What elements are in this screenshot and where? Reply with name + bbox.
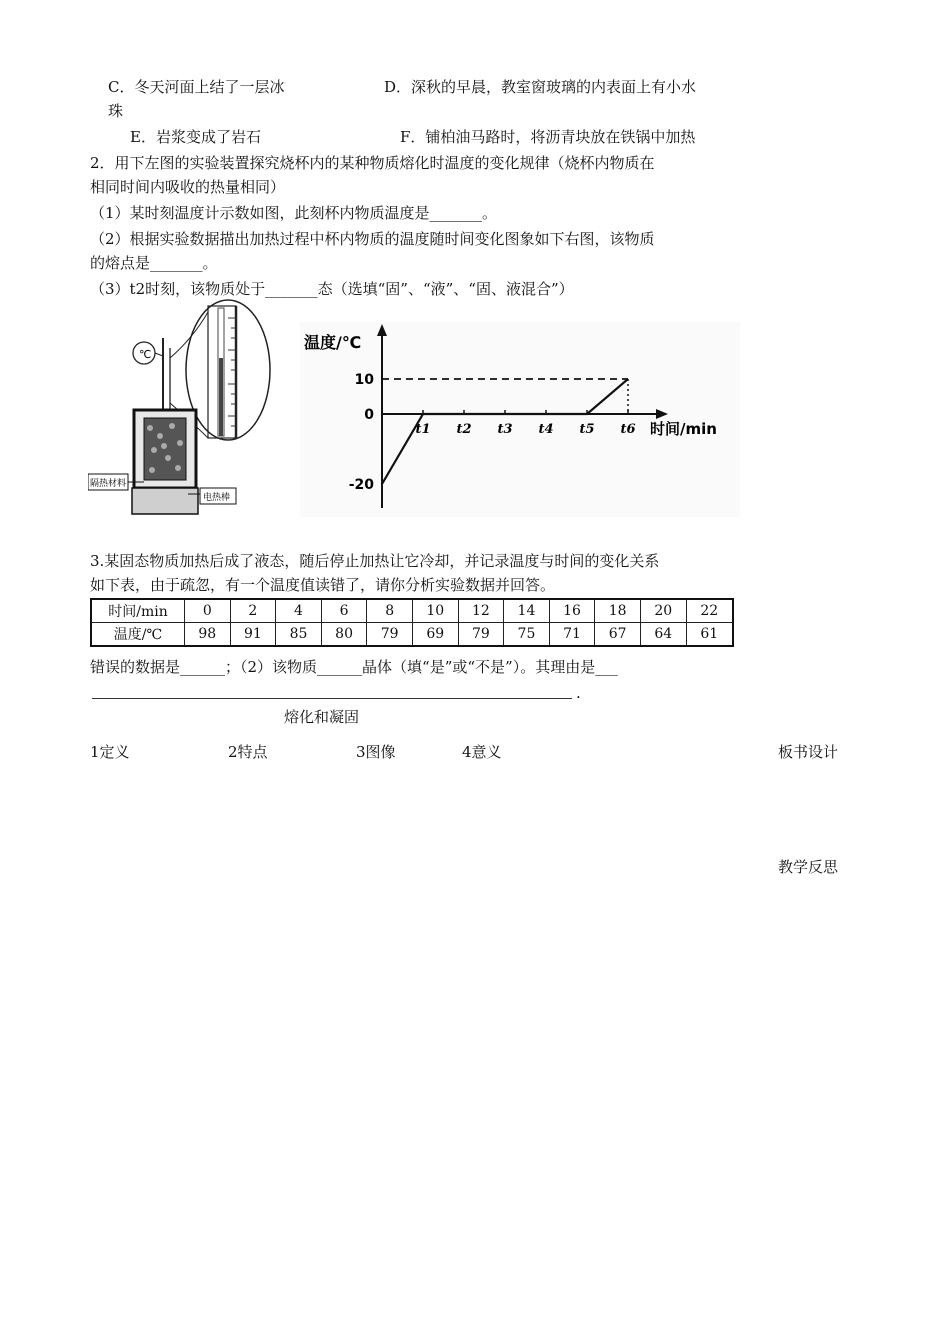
thermometer-unit: ℃ <box>139 348 152 361</box>
table-cell: 85 <box>276 623 322 647</box>
table-row-time <box>91 599 733 623</box>
board-item-graph: 3图像 <box>356 743 396 761</box>
answer-blank <box>92 698 572 699</box>
table-cell: 67 <box>595 623 641 647</box>
y-tick-label: 0 <box>364 407 374 423</box>
y-axis-label: 温度/℃ <box>304 333 362 352</box>
table-cell: 80 <box>321 623 367 647</box>
board-item-meaning: 4意义 <box>462 743 502 761</box>
option-c: C．冬天河面上结了一层冰 <box>108 78 285 96</box>
table-row-temp <box>91 623 733 647</box>
teaching-reflection-label: 教学反思 <box>778 858 839 876</box>
q2-stem-line2: 相同时间内吸收的热量相同） <box>90 178 286 196</box>
data-table <box>90 598 734 647</box>
answer-end: . <box>576 684 581 702</box>
x-tick-label: t2 <box>456 422 472 437</box>
option-d: D．深秋的早晨，教室窗玻璃的内表面上有小水 <box>384 78 697 96</box>
x-tick-label: t4 <box>538 422 554 437</box>
apparatus-figure <box>88 298 278 523</box>
table-cell: 6 <box>321 599 367 623</box>
option-d-continued: 珠 <box>108 102 124 120</box>
table-cell: 91 <box>230 623 276 647</box>
table-cell: 61 <box>686 623 733 647</box>
table-cell: 69 <box>412 623 458 647</box>
table-header-time: 时间/min <box>91 599 185 623</box>
table-cell: 4 <box>276 599 322 623</box>
table-cell: 71 <box>549 623 595 647</box>
table-cell: 14 <box>504 599 550 623</box>
option-e: E．岩浆变成了岩石 <box>130 128 261 146</box>
magnified-thermometer-circle <box>186 300 270 440</box>
table-cell: 64 <box>640 623 686 647</box>
table-cell: 10 <box>412 599 458 623</box>
heater-label: 电热棒 <box>203 493 231 503</box>
board-item-features: 2特点 <box>228 743 268 761</box>
y-tick-label: -20 <box>348 477 374 493</box>
board-title: 熔化和凝固 <box>284 708 360 726</box>
y-tick-label: 10 <box>354 372 374 388</box>
insulation-label: 隔热材料 <box>90 479 127 489</box>
table-cell: 12 <box>458 599 504 623</box>
x-tick-label: t1 <box>415 422 431 437</box>
table-cell: 16 <box>549 599 595 623</box>
q2-part2-line2: 的熔点是_______。 <box>90 254 218 272</box>
table-cell: 22 <box>686 599 733 623</box>
board-design-label: 板书设计 <box>778 743 839 761</box>
table-cell: 75 <box>504 623 550 647</box>
q2-part1: （1）某时刻温度计示数如图，此刻杯内物质温度是_______。 <box>90 204 498 222</box>
table-cell: 79 <box>458 623 504 647</box>
q2-part3: （3）t2时刻，该物质处于_______态（选填“固”、“液”、“固、液混合”） <box>90 280 574 298</box>
table-cell: 20 <box>640 599 686 623</box>
table-cell: 18 <box>595 599 641 623</box>
q3-stem-line2: 如下表，由于疏忽，有一个温度值读错了，请你分析实验数据并回答。 <box>90 576 556 594</box>
table-cell: 8 <box>367 599 413 623</box>
x-tick-label: t5 <box>579 422 595 437</box>
x-tick-label: t3 <box>497 422 513 437</box>
q3-stem-line1: 3.某固态物质加热后成了液态，随后停止加热让它冷却，并记录温度与时间的变化关系 <box>90 552 660 570</box>
table-header-temp: 温度/℃ <box>91 623 185 647</box>
table-cell: 2 <box>230 599 276 623</box>
q2-stem-line1: 2．用下左图的实验装置探究烧杯内的某种物质熔化时温度的变化规律（烧杯内物质在 <box>90 154 655 172</box>
q2-part2-line1: （2）根据实验数据描出加热过程中杯内物质的温度随时间变化图象如下右图，该物质 <box>90 230 655 248</box>
base-stand <box>132 488 198 514</box>
x-tick-label: t6 <box>620 422 636 437</box>
option-f: F．铺柏油马路时，将沥青块放在铁锅中加热 <box>400 128 696 146</box>
table-cell: 98 <box>185 623 231 647</box>
table-cell: 0 <box>185 599 231 623</box>
board-item-definition: 1定义 <box>90 743 130 761</box>
q3-answer-line: 错误的数据是______；（2）该物质______晶体（填“是”或“不是”）。其理由是___ <box>90 658 618 676</box>
table-cell: 79 <box>367 623 413 647</box>
x-axis-label: 时间/min <box>650 420 717 438</box>
temperature-time-chart <box>300 322 740 517</box>
